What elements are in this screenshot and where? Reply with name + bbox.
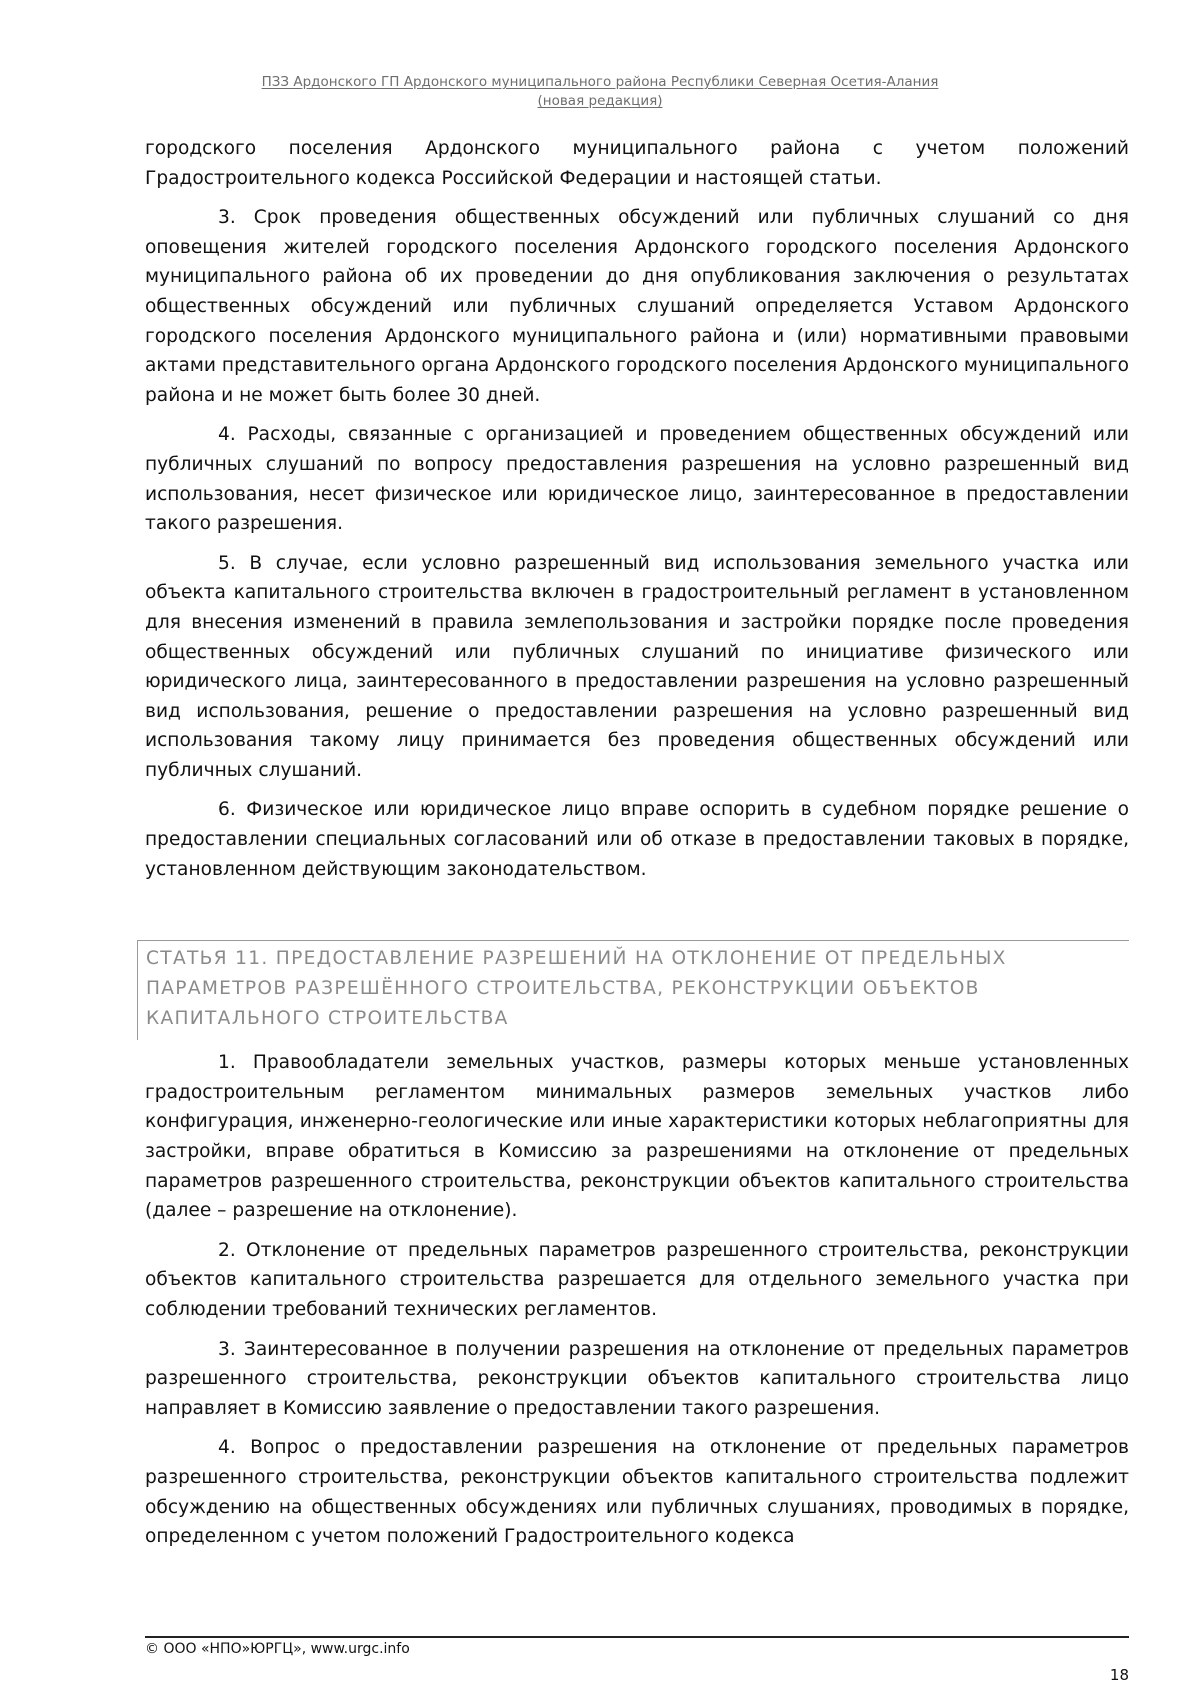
article-paragraph-4: 4. Вопрос о предоставлении разрешения на отклонение от предельных параметров разрешенного строительства, реконструкции объектов капитального строительства подлежит обсуждению на общественных обсуждениях или публичных слушаниях, проводимых в порядке, определенном с учетом положений Градостроительного кодекса bbox=[145, 1437, 1129, 1548]
header-title: ПЗЗ Ардонского ГП Ардонского муниципального района Республики Северная Осетия-Алания bbox=[261, 74, 939, 90]
page-number: 18 bbox=[1109, 1666, 1129, 1684]
article-heading: СТАТЬЯ 11. ПРЕДОСТАВЛЕНИЕ РАЗРЕШЕНИЙ НА ОТКЛОНЕНИЕ ОТ ПРЕДЕЛЬНЫХ ПАРАМЕТРОВ РАЗРЕШЁННОГО СТРОИТЕЛЬСТВА, РЕКОНСТРУКЦИИ ОБЪЕКТОВ КАПИТАЛЬНОГО СТРОИТЕЛЬСТВА bbox=[146, 948, 1007, 1030]
paragraph-item-6: 6. Физическое или юридическое лицо вправе оспорить в судебном порядке решение о предоставлении специальных согласований или об отказе в предоставлении таковых в порядке, установленном действующим законодательством. bbox=[145, 799, 1129, 880]
article-paragraph-3: 3. Заинтересованное в получении разрешения на отклонение от предельных параметров разрешенного строительства, реконструкции объектов капитального строительства лицо направляет в Комиссию заявление о предоставлении такого разрешения. bbox=[145, 1338, 1129, 1419]
paragraph-continuation: городского поселения Ардонского муниципального района с учетом положений Градостроительного кодекса Российской Федерации и настоящей статьи. bbox=[145, 138, 1129, 189]
page-header bbox=[0, 73, 1200, 111]
article-paragraph-1: 1. Правообладатели земельных участков, размеры которых меньше установленных градостроительным регламентом минимальных размеров земельных участков либо конфигурация, инженерно-геологические или иные характеристики которых неблагоприятны для застройки, вправе обратиться в Комиссию за разрешениями на отклонение от предельных параметров разрешенного строительства, реконструкции объектов капитального строительства (далее – разрешение на отклонение). bbox=[145, 1052, 1129, 1222]
footer-copyright: © ООО «НПО»ЮРГЦ», www.urgc.info bbox=[145, 1641, 410, 1657]
paragraph-item-3: 3. Срок проведения общественных обсуждений или публичных слушаний со дня оповещения жителей городского поселения Ардонского городского поселения Ардонского муниципального района об их проведении до дня опубликования заключения о результатах общественных обсуждений или публичных слушаний определяется Уставом Ардонского городского поселения Ардонского муниципального района и (или) нормативными правовыми актами представительного органа Ардонского городского поселения Ардонского муниципального района и не может быть более 30 дней. bbox=[145, 207, 1129, 406]
footer-divider bbox=[145, 1636, 1129, 1638]
header-subtitle: (новая редакция) bbox=[537, 93, 663, 109]
document-body bbox=[145, 134, 1129, 1552]
article-heading-block bbox=[137, 940, 1129, 1040]
article-paragraph-2: 2. Отклонение от предельных параметров разрешенного строительства, реконструкции объектов капитального строительства разрешается для отдельного земельного участка при соблюдении требований технических регламентов. bbox=[145, 1239, 1129, 1320]
paragraph-item-5: 5. В случае, если условно разрешенный вид использования земельного участка или объекта капитального строительства включен в градостроительный регламент в установленном для внесения изменений в правила землепользования и застройки порядке после проведения общественных обсуждений или публичных слушаний по инициативе физического или юридического лица, заинтересованного в предоставлении разрешения на условно разрешенный вид использования, решение о предоставлении разрешения на условно разрешенный вид использования такому лицу принимается без проведения общественных обсуждений или публичных слушаний. bbox=[145, 552, 1129, 781]
paragraph-item-4: 4. Расходы, связанные с организацией и проведением общественных обсуждений или публичных слушаний по вопросу предоставления разрешения на условно разрешенный вид использования, несет физическое или юридическое лицо, заинтересованное в предоставлении такого разрешения. bbox=[145, 424, 1129, 535]
